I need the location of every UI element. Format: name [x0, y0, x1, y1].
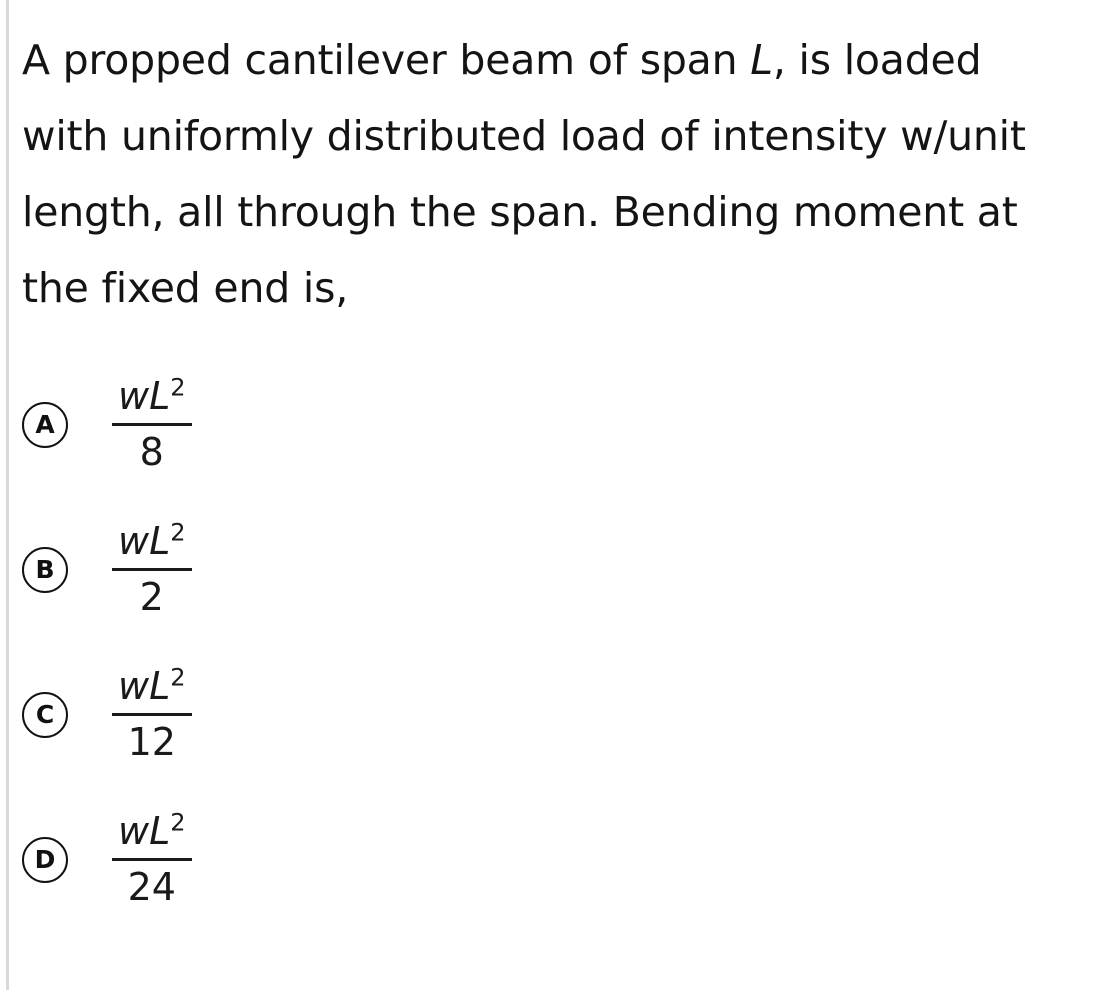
option-b-fraction	[112, 518, 192, 621]
option-b-numerator	[112, 518, 192, 564]
option-c-numerator	[112, 663, 192, 709]
option-d-numerator	[112, 808, 192, 854]
answer-options-list	[14, 352, 614, 932]
option-c-denominator: 12	[127, 720, 176, 764]
option-c-numerator-base: wL	[118, 664, 171, 708]
option-d-denominator: 24	[127, 865, 176, 909]
option-a-fraction	[112, 373, 192, 476]
option-a-numerator	[112, 373, 192, 419]
question-statement	[22, 22, 1062, 326]
option-d-label: D	[22, 837, 68, 883]
option-c-label: C	[22, 692, 68, 738]
option-d-fraction	[112, 808, 192, 911]
option-b-numerator-exponent: 2	[170, 518, 186, 547]
option-c[interactable]	[14, 642, 614, 787]
option-a-numerator-exponent: 2	[170, 373, 186, 402]
option-c-fraction	[112, 663, 192, 766]
option-a-numerator-base: wL	[118, 374, 171, 418]
option-d[interactable]	[14, 787, 614, 932]
question-variable-L: L	[750, 36, 773, 84]
option-a[interactable]	[14, 352, 614, 497]
option-b-denominator: 2	[139, 575, 164, 619]
option-a-marker[interactable]	[14, 402, 76, 448]
option-a-denominator: 8	[139, 430, 164, 474]
option-c-fraction-bar	[112, 713, 192, 716]
option-d-numerator-exponent: 2	[170, 808, 186, 837]
option-d-numerator-base: wL	[118, 809, 171, 853]
option-d-marker[interactable]	[14, 837, 76, 883]
option-b-marker[interactable]	[14, 547, 76, 593]
option-b-numerator-base: wL	[118, 519, 171, 563]
option-b[interactable]	[14, 497, 614, 642]
option-b-fraction-bar	[112, 568, 192, 571]
option-d-fraction-bar	[112, 858, 192, 861]
option-b-label: B	[22, 547, 68, 593]
question-part-1: A propped cantilever beam of span	[22, 36, 751, 84]
option-c-marker[interactable]	[14, 692, 76, 738]
option-a-label: A	[22, 402, 68, 448]
question-part-2: , is loaded with uniformly distributed load of intensity w/unit length, all through the span. Bending moment at the fixed end is,	[22, 36, 1026, 312]
option-a-fraction-bar	[112, 423, 192, 426]
option-c-numerator-exponent: 2	[170, 663, 186, 692]
